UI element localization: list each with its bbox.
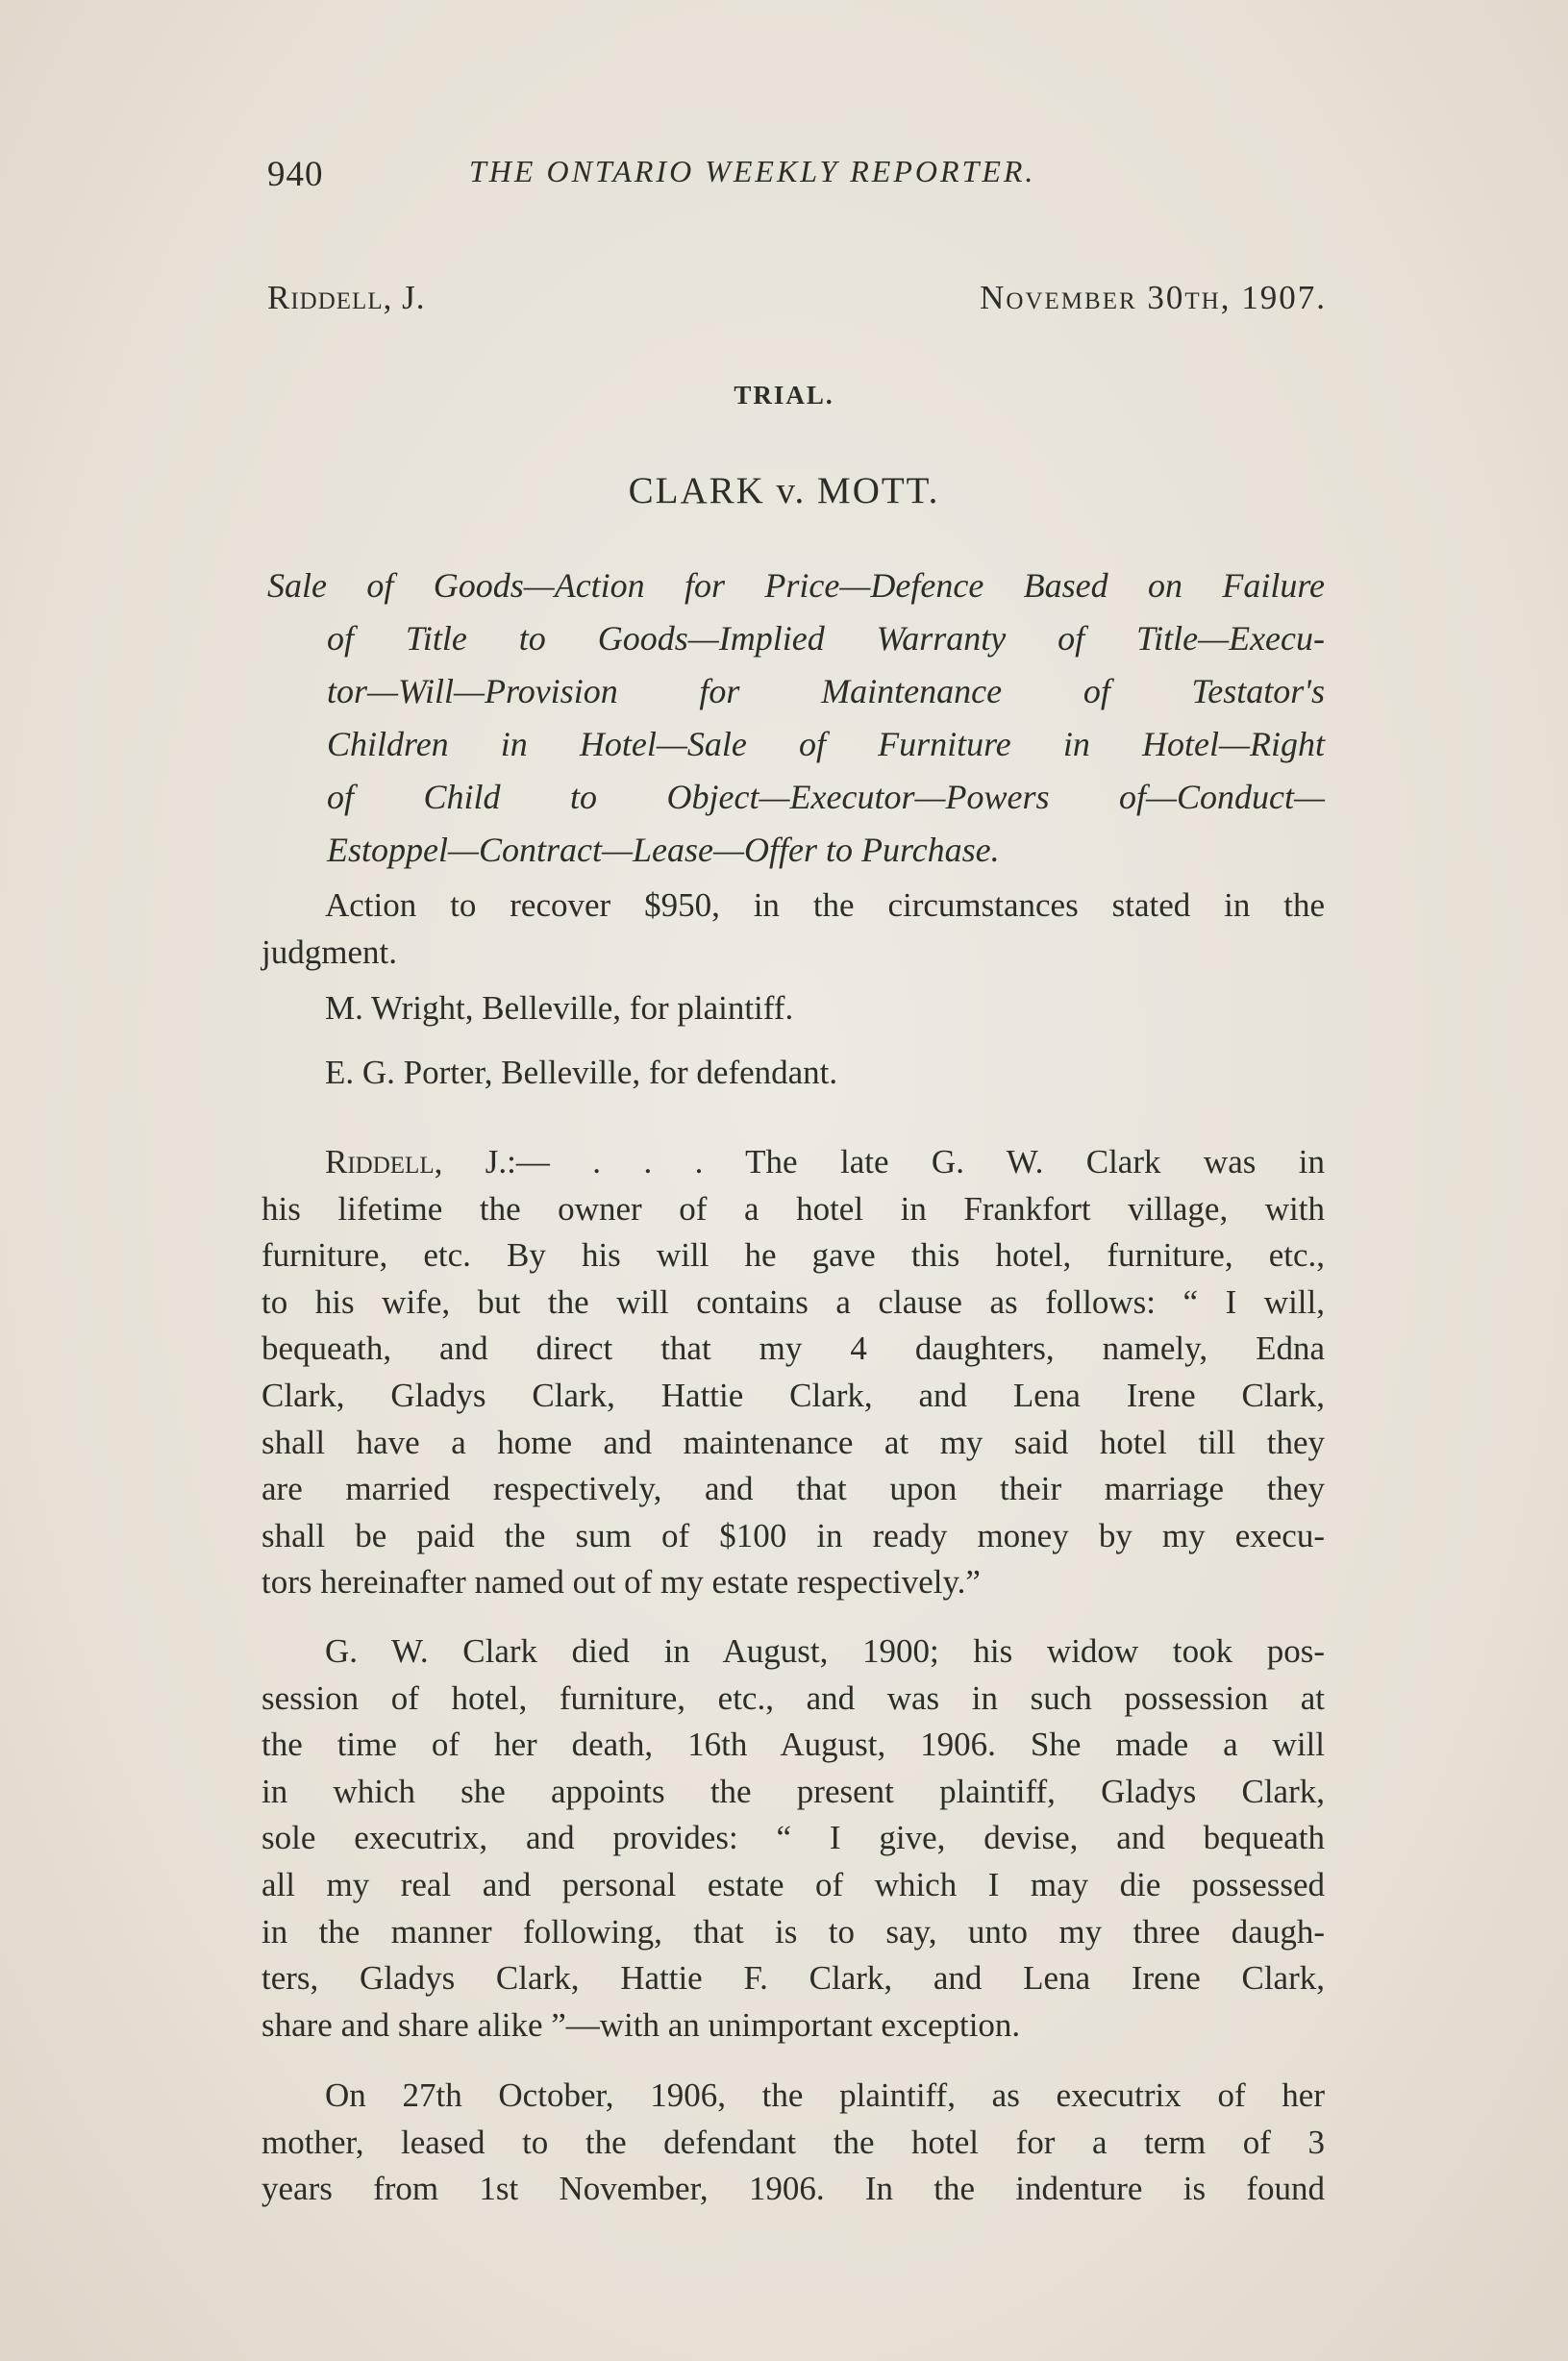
text-line: On 27th October, 1906, the plaintiff, as executrix of her bbox=[325, 2076, 1325, 2114]
text-line: mother, leased to the defendant the hotel for a term of 3 bbox=[261, 2123, 1325, 2161]
page-header bbox=[267, 154, 1325, 202]
headnote bbox=[267, 559, 1325, 877]
headnote-line: of Child to Object—Executor—Powers of—Conduct— bbox=[327, 778, 1325, 816]
page-number: 940 bbox=[267, 155, 324, 194]
text-line: his lifetime the owner of a hotel in Frankfort village, with bbox=[261, 1189, 1325, 1228]
text-line: Riddell, J.:— . . . The late G. W. Clark was in bbox=[325, 1143, 1325, 1180]
judge-date-row bbox=[267, 279, 1327, 327]
case-title: CLARK v. MOTT. bbox=[628, 470, 940, 511]
judgment-paragraph bbox=[261, 1628, 1325, 2049]
counsel-defendant: E. G. Porter, Belleville, for defendant. bbox=[325, 1054, 838, 1091]
judgment-paragraph bbox=[261, 1139, 1325, 1606]
headnote-line: Sale of Goods—Action for Price—Defence Based on Failure bbox=[267, 566, 1325, 605]
text-line: Clark, Gladys Clark, Hattie Clark, and Lena Irene Clark, bbox=[261, 1376, 1325, 1414]
text-line: share and share alike ”—with an unimportant exception. bbox=[261, 2005, 1021, 2044]
text-line: furniture, etc. By his will he gave this hotel, furniture, etc., bbox=[261, 1236, 1325, 1275]
text-line: in the manner following, that is to say, unto my three daugh- bbox=[261, 1912, 1325, 1951]
text-line: session of hotel, furniture, etc., and was in such possession at bbox=[261, 1678, 1325, 1717]
text-line: Action to recover $950, in the circumstances stated in the bbox=[325, 886, 1325, 924]
headnote-line: Estoppel—Contract—Lease—Offer to Purchase. bbox=[327, 831, 1000, 869]
text-line: in which she appoints the present plaintiff, Gladys Clark, bbox=[261, 1772, 1325, 1810]
counsel-plaintiff: M. Wright, Belleville, for plaintiff. bbox=[325, 989, 794, 1027]
text-line: are married respectively, and that upon their marriage they bbox=[261, 1470, 1325, 1508]
judgment-paragraph bbox=[261, 2073, 1325, 2213]
text-line: ters, Gladys Clark, Hattie F. Clark, and Lena Irene Clark, bbox=[261, 1959, 1325, 1998]
headnote-line: tor—Will—Provision for Maintenance of Testator's bbox=[327, 672, 1325, 710]
text-line: all my real and personal estate of which I may die possessed bbox=[261, 1865, 1325, 1903]
intro-paragraph bbox=[261, 882, 1325, 976]
judgment-opening: Riddell, J.:— bbox=[325, 1143, 550, 1180]
text-line: shall have a home and maintenance at my said hotel till they bbox=[261, 1423, 1325, 1461]
headnote-line: Children in Hotel—Sale of Furniture in Hotel—Right bbox=[327, 725, 1325, 763]
text-line: sole executrix, and provides: “ I give, devise, and bequeath bbox=[261, 1819, 1325, 1857]
judge-name: Riddell, J. bbox=[267, 279, 426, 316]
running-head: THE ONTARIO WEEKLY REPORTER. bbox=[469, 154, 1036, 188]
judgment-date: November 30th, 1907. bbox=[980, 279, 1327, 316]
headnote-line: of Title to Goods—Implied Warranty of Title—Execu- bbox=[327, 619, 1325, 658]
text-line: G. W. Clark died in August, 1900; his widow took pos- bbox=[325, 1632, 1325, 1670]
text-line: bequeath, and direct that my 4 daughters, namely, Edna bbox=[261, 1330, 1325, 1368]
text-line: shall be paid the sum of $100 in ready money by my execu- bbox=[261, 1516, 1325, 1554]
text-line: judgment. bbox=[261, 932, 397, 971]
section-heading: TRIAL. bbox=[734, 381, 834, 410]
text-line: years from 1st November, 1906. In the indenture is found bbox=[261, 2170, 1325, 2208]
text-line: the time of her death, 16th August, 1906. She made a will bbox=[261, 1726, 1325, 1764]
text-line: to his wife, but the will contains a clause as follows: “ I will, bbox=[261, 1282, 1325, 1321]
text-line: tors hereinafter named out of my estate respectively.” bbox=[261, 1563, 981, 1602]
